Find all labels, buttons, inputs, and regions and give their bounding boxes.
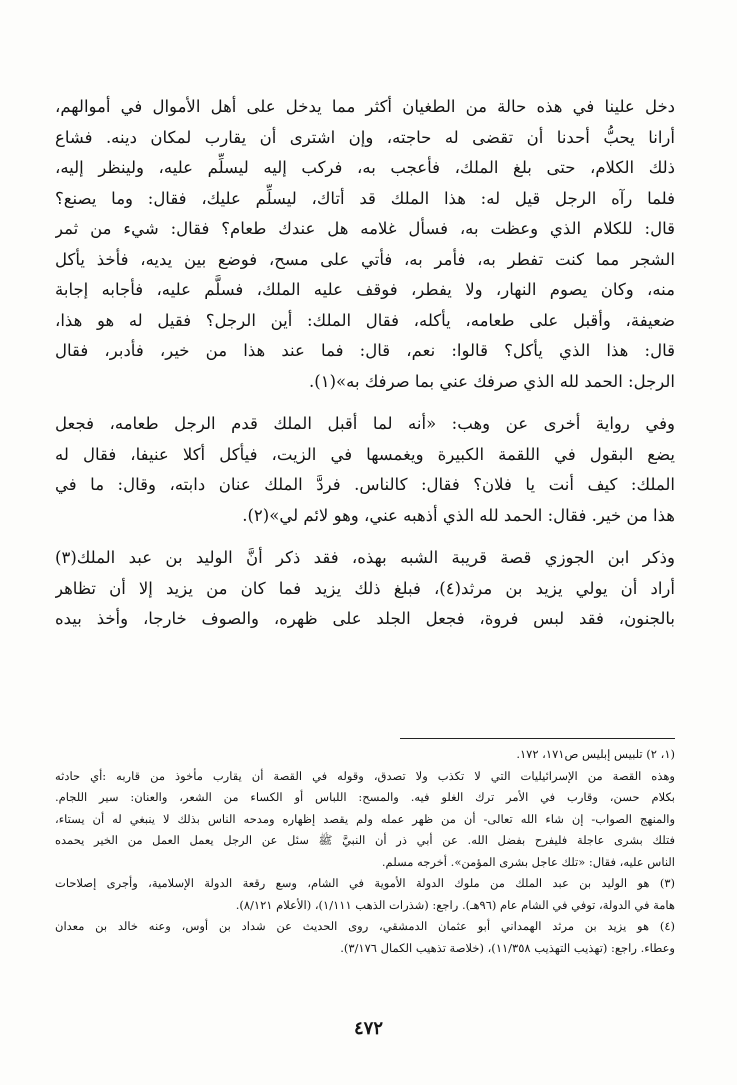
text-line: أرانا يحبُّ أحدنا أن تقضى له حاجته، وإن اشترى أن يقارب لمكان دينه. فشاع [55,127,675,147]
main-text [55,92,675,635]
footnote-line: (٣) هو الوليد بن عبد الملك من ملوك الدولة الأموية في الشام، وسع رقعة الدولة الإسلامية، وأجرى إصلاحات [55,876,675,890]
text-line: هذا من خير. فقال: الحمد لله الذي أذهبه عني، وهو لائم لي»(٢). [242,505,675,525]
text-line: يضع البقول في اللقمة الكبيرة ويغمسها في الزيت، فيأكل أكلا عنيفا، فقال له [55,444,675,464]
text-line: الملك: كيف أنت يا فلان؟ فقال: كالناس. فردَّ الملك عنان دابته، وقال: ما في [55,475,675,494]
footnote-line: (٤) هو يزيد بن مرثد الهمداني أبو عثمان الدمشقي، روى الحديث عن شداد بن أوس، وعنه خالد بن معدان [55,919,675,933]
footnote-line: والمنهج الصواب- إن شاء الله تعالى- أن من ظهر عمله ولم يقصد إظهاره ومدحه الناس بذلك لا ينبغي له أن يستاء، [55,811,675,826]
text-line: أراد أن يولي يزيد بن مرثد(٤)، فبلغ ذلك يزيد فما كان من يزيد إلا أن تظاهر [55,578,675,598]
text-line: الرجل: الحمد لله الذي صرفك عني بما صرفك به»(١). [309,371,675,391]
footnote-line: بكلام حسن، وقارب في الأمر ترك الغلو فيه. والمسح: اللباس أو الكساء من الشعر، والعنان: سير اللجام. [55,790,675,804]
paragraph-2 [55,409,675,531]
text-line: قال: للكلام الذي وعظت به، فسأل غلامه هل عندك طعام؟ فقال: شيء من ثمر [55,219,675,238]
footnote-line: وعطاء. راجع: (تهذيب التهذيب ١١/٣٥٨)، (خلاصة تذهيب الكمال ٣/١٧٦). [340,940,675,955]
text-line: قال: هذا الذي يأكل؟ قالوا: نعم، قال: فما عند هذا من خير، فأدبر، فقال [55,341,675,360]
text-line: بالجنون، فقد لبس فروة، فجعل الجلد على ظهره، والصوف خارجا، وأخذ بيده [55,609,675,628]
footnotes [55,744,675,959]
paragraph-3 [55,543,675,635]
text-line: الشجر مما كنت تفطر به، فأمر به، فأتي على مسح، فوضع بين يديه، فأخذ يأكل [55,249,675,269]
text-line: فلما رآه الرجل قيل له: هذا الملك قد أتاك، ليسلِّم عليك، فقال: وما يصنع؟ [55,188,675,208]
text-line: منه، وكان يصوم النهار، ولا يفطر، فوقف عليه الملك، فسلَّم عليه، فأجابه إجابة [55,280,675,299]
footnote-line: الناس عليه، فقال: «تلك عاجل بشرى المؤمن». أخرجه مسلم. [381,854,675,869]
text-line: دخل علينا في هذه حالة من الطغيان أكثر مما يدخل على أهل الأموال في أموالهم، [55,97,675,116]
footnote-line: (١، ٢) تلبيس إبليس ص١٧١، ١٧٢. [516,747,675,761]
footnote-line: وهذه القصة من الإسرائيليات التي لا تكذب ولا تصدق، وقوله في القصة أن يقارب مأخوذ من قاربه :أي حادثه [55,768,675,783]
footnote-line: فتلك بشرى عاجلة فليفرح بفضل الله. عن أبي ذر أن النبيَّ ﷺ سئل عن الرجل يعمل العمل من الخير يحمده [55,833,675,847]
text-line: ذلك الكلام، حتى بلغ الملك، فأعجب به، فركب إليه ليسلِّم عليه، ولينظر إليه، [55,158,675,177]
paragraph-1 [55,92,675,397]
text-line: وذكر ابن الجوزي قصة قريبة الشبه بهذه، فقد ذكر أنَّ الوليد بن عبد الملك(٣) [55,548,675,567]
footnote-separator [400,738,675,739]
footnote-line: هامة في الدولة، توفي في الشام عام (٩٦هـ). راجع: (شذرات الذهب ١/١١١)، (الأعلام ٨/١٢١). [235,897,675,912]
text-line: وفي رواية أخرى عن وهب: «أنه لما أقبل الملك قدم الرجل طعامه، فجعل [55,414,675,433]
text-line: ضعيفة، وأقبل على طعامه، يأكله، فقال الملك: أين الرجل؟ فقيل له هو هذا، [55,310,675,330]
page-number: ٤٧٢ [353,1018,383,1039]
